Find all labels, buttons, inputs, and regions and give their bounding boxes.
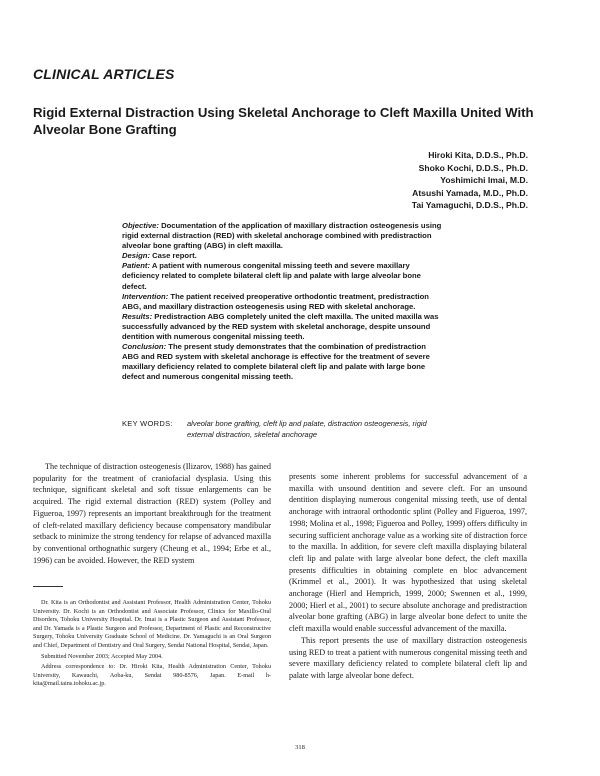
body-column-left (33, 461, 271, 566)
abstract-label: Conclusion: (122, 342, 167, 352)
abstract-text: The present study demonstrates that the combination of predistraction ABG and RED system with skeletal anchorage is effective for the treatment of severe maxillary deficiency related to complete bilateral cleft lip and palate with large bone defect and numerous congenital missing teeth. (122, 342, 430, 382)
footnote-correspondence: Address correspondence to: Dr. Hiroki Kita, Health Administration Center, Tohoku University, Kawauchi, Aoba-ku, Sendai 980-8576, Japan. E-mail h-kita@mail.tains.tohoku.ac.jp. (33, 663, 271, 688)
body-column-right (289, 471, 527, 682)
abstract-design (122, 251, 444, 261)
abstract-intervention (122, 292, 444, 312)
abstract-label: Patient: (122, 261, 151, 271)
footnote-divider (33, 586, 63, 587)
abstract-results (122, 312, 444, 342)
abstract-objective (122, 221, 444, 251)
abstract-patient (122, 261, 444, 291)
abstract-text: Predistraction ABG completely united the cleft maxilla. The united maxilla was successfully advanced by the RED system with skeletal anchorage, despite unsound dentition with numerous congenital missing teeth. (122, 311, 439, 342)
abstract-text: Case report. (150, 251, 197, 261)
article-title: Rigid External Distraction Using Skeletal Anchorage to Cleft Maxilla United With Alveolar Bone Grafting (33, 105, 534, 137)
abstract-label: Intervention: (122, 291, 169, 301)
author: Yoshimichi Imai, M.D. (440, 175, 528, 185)
abstract-text: The patient received preoperative orthodontic treatment, predistraction ABG, and maxillary distraction osteogenesis using RED with skeletal anchorage. (122, 291, 429, 311)
body-paragraph: This report presents the use of maxillary distraction osteogenesis using RED to treat a patient with numerous congenital missing teeth and severe maxillary deficiency related to complete bilateral cleft lip and palate with large alveolar bone defect. (289, 635, 527, 680)
footnotes (33, 599, 271, 689)
abstract-text: Documentation of the application of maxillary distraction osteogenesis using rigid external distraction (RED) with skeletal anchorage combined with predistraction alveolar bone grafting (ABG) in cleft maxilla. (122, 221, 442, 251)
abstract-label: Results: (122, 311, 153, 321)
abstract (122, 221, 444, 383)
footnote-affiliations: Dr. Kita is an Orthodontist and Assistant Professor, Health Administration Center, Tohoku University. Dr. Kochi is an Orthodontist and Associate Professor, Clinics for Maxillo-Oral Disorders, Tohoku University Hospital. Dr. Imai is a Plastic Surgeon and Assistant Professor, and Dr. Yamada is a Plastic Surgeon and Professor, Department of Plastic and Reconstructive Surgery, Tohoku University Graduate School of Medicine. Dr. Yamaguchi is an Oral Surgeon and Chief, Department of Dentistry and Oral Surgery, Sendai National Hospital, Sendai, Japan. (33, 599, 271, 649)
abstract-label: Objective: (122, 221, 159, 230)
body-paragraph: presents some inherent problems for successful advancement of a maxilla with unsound dentition and severe cleft. For an unsound dentition displaying numerous congenital missing teeth, use of dental anchorage with intraoral orthodontic splint (Polley and Figueroa, 1997, 1998; Molina et al., 1998; Figueroa and Polley, 1999) offers difficulty in securing sufficient anchorage value as a working site of distraction force to the maxilla. In addition, for severe cleft maxilla displaying bilateral cleft lip and palate with large alveolar bone defect, the cleft maxilla presents difficulties in obtaining complete en bloc advancement (Krimmel et al., 2001). It was hypothesized that using skeletal anchorage (Hierl and Hemprich, 1999, 2000; Swennen et al., 1999, 2000; Hierl et al., 2001) to secure absolute anchorage and predistraction alveolar bone grafting (ABG) in large alveolar bone defect to unite the cleft maxilla would enable successful advancement of the maxilla. (289, 472, 527, 634)
abstract-conclusion (122, 342, 444, 382)
page-number: 318 (295, 744, 305, 751)
footnote-submission: Submitted November 2003; Accepted May 2004. (41, 652, 163, 660)
keywords-text: alveolar bone grafting, cleft lip and palate, distraction osteogenesis, rigid external distraction, skeletal anchorage (187, 419, 427, 439)
author: Hiroki Kita, D.D.S., Ph.D. (428, 150, 528, 160)
author: Shoko Kochi, D.D.S., Ph.D. (418, 162, 528, 173)
abstract-text: A patient with numerous congenital missing teeth and severe maxillary deficiency related to complete bilateral cleft lip and palate with large alveolar bone defect. (122, 261, 421, 291)
author: Atsushi Yamada, M.D., Ph.D. (412, 187, 528, 198)
body-paragraph: The technique of distraction osteogenesis (Ilizarov, 1988) has gained popularity for the treatment of craniofacial dysplasia. Using this technique, significant skeletal and soft tissue enlargements can be acquired. The rigid external distraction (RED) system (Polley and Figueroa, 1997) represents an important breakthrough for the treatment of cleft-related maxillary deficiency because compensatory mandibular setback to minimize the strong tendency for relapse of advanced maxilla by conventional orthognathic surgery (Cheung et al., 1994; Erbe et al., 1996) can be avoided. However, the RED system (33, 462, 271, 565)
keywords (122, 419, 452, 440)
abstract-label: Design: (122, 251, 151, 261)
keywords-label: KEY WORDS: (122, 419, 173, 428)
section-label: CLINICAL ARTICLES (33, 66, 175, 82)
author-list (412, 149, 528, 212)
author: Tai Yamaguchi, D.D.S., Ph.D. (411, 200, 528, 210)
